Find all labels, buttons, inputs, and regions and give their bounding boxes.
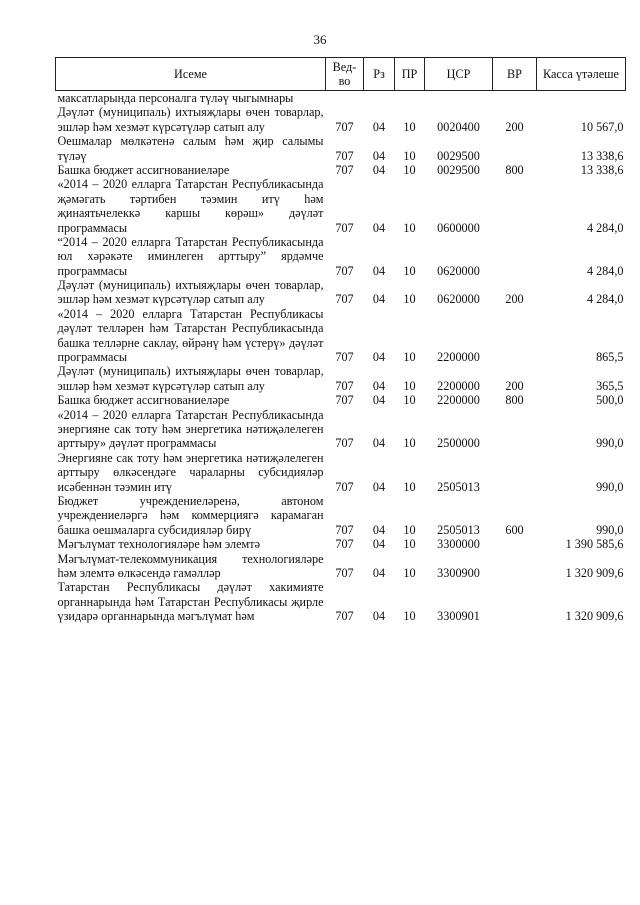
cell-ved: 707: [335, 436, 354, 451]
cell-name: Энергияне сак тоту һәм энергетика нәтиҗәлелеген арттыру өлкәсендәге чараларны субсидияләр исәбеннән тәэмин итү: [57, 450, 324, 494]
cell-vr: 800: [505, 393, 524, 408]
cell-vr: 600: [505, 522, 524, 537]
cell-rz: 04: [372, 119, 386, 134]
cell-kassa: 4 284,0: [586, 220, 624, 235]
cell-csr: 2505013: [437, 479, 480, 494]
cell-rz: 04: [372, 378, 386, 393]
cell-csr: 0620000: [437, 263, 480, 278]
cell-vr: [493, 451, 537, 494]
table-row: [56, 552, 626, 581]
cell-kassa: 10 567,0: [580, 119, 624, 134]
cell-ved: 707: [335, 263, 354, 278]
cell-csr: 2500000: [437, 436, 480, 451]
table-row: [56, 235, 626, 278]
cell-rz: 04: [372, 263, 386, 278]
cell-vr: 200: [505, 292, 524, 307]
cell-vr: 200: [505, 119, 524, 134]
cell-csr: 2200000: [437, 393, 480, 408]
cell-vr: [493, 177, 537, 235]
header-kassa: Касса үтәлеше: [537, 58, 626, 91]
header-pr: ПР: [395, 58, 425, 91]
cell-csr: 2200000: [437, 350, 480, 365]
cell-csr: 2505013: [437, 522, 480, 537]
cell-csr: 0600000: [437, 220, 480, 235]
header-rz: Рз: [364, 58, 395, 91]
budget-table: [55, 57, 626, 623]
table-row: [56, 408, 626, 451]
cell-kassa: 4 284,0: [586, 292, 624, 307]
cell-csr: 3300900: [437, 565, 480, 580]
cell-name: «2014 – 2020 елларга Татарстан Республикасында энергияне сак тоту һәм энергетика нәтиҗәлелеген арттыру» дәүләт программасы: [57, 407, 324, 451]
cell-rz: 04: [372, 220, 386, 235]
cell-name: Дәүләт (муниципаль) ихтыяҗлары өчен товарлар, эшләр һәм хезмәт күрсәтүләр сатып алу: [57, 105, 324, 134]
cell-ved: 707: [335, 609, 354, 624]
cell-csr: 2200000: [437, 378, 480, 393]
cell-csr: 0620000: [437, 292, 480, 307]
cell-kassa: 990,0: [596, 479, 624, 494]
header-ved: Вед-во: [326, 58, 364, 91]
cell-pr: 10: [403, 220, 416, 235]
table-row: [56, 105, 626, 134]
cell-name: Мәгълүмат-телекоммуникация технологияләре һәм элемтә өлкәсендә гамәлләр: [57, 551, 324, 580]
cell-pr: 10: [403, 393, 416, 408]
table-body: [56, 91, 626, 624]
cell-csr: 0029500: [437, 148, 480, 163]
cell-rz: 04: [372, 565, 386, 580]
cell-pr: 10: [403, 479, 416, 494]
cell-pr: 10: [403, 537, 416, 552]
cell-name: «2014 – 2020 елларга Татарстан Республикасы дәүләт телләрен һәм Татарстан Республикасында башка телләрне саклау, өйрәнү һәм үстерү» дәүләт программасы: [57, 306, 324, 365]
cell-ved: 707: [335, 292, 354, 307]
table-row: [56, 177, 626, 235]
cell-pr: 10: [403, 436, 416, 451]
table-row: [56, 393, 626, 407]
cell-vr: 800: [505, 162, 524, 177]
cell-name: Дәүләт (муниципаль) ихтыяҗлары өчен товарлар, эшләр һәм хезмәт күрсәтүләр сатып алу: [57, 364, 324, 393]
cell-pr: 10: [403, 522, 416, 537]
cell-ved: [326, 91, 364, 106]
cell-name: «2014 – 2020 елларга Татарстан Республикасында җәмәгать тәртибен тәэмин итү һәм җинаятьчелеккә каршы көрәш» дәүләт программасы: [57, 177, 324, 235]
cell-vr: [493, 91, 537, 106]
cell-rz: 04: [372, 393, 386, 408]
cell-pr: 10: [403, 565, 416, 580]
cell-pr: 10: [403, 263, 416, 278]
table-row: [56, 364, 626, 393]
cell-ved: 707: [335, 220, 354, 235]
cell-pr: 10: [403, 378, 416, 393]
cell-rz: 04: [372, 292, 386, 307]
cell-pr: 10: [403, 148, 416, 163]
cell-name: Татарстан Республикасы дәүләт хакимияте органнарында һәм Татарстан Республикасы җирле үзидарә органнарында мәгълүмат һәм: [57, 580, 324, 624]
cell-csr: 0020400: [437, 119, 480, 134]
cell-ved: 707: [335, 565, 354, 580]
cell-kassa: 1 320 909,6: [565, 609, 624, 624]
table-row: [56, 134, 626, 163]
cell-pr: [395, 91, 425, 106]
cell-csr: 3300000: [437, 537, 480, 552]
cell-kassa: 990,0: [596, 522, 624, 537]
cell-kassa: 13 338,6: [580, 162, 624, 177]
cell-pr: 10: [403, 292, 416, 307]
cell-rz: 04: [372, 479, 386, 494]
cell-name: “2014 – 2020 елларга Татарстан Республикасында юл хәрәкәте иминлеген арттыру” ярдәмче программасы: [57, 234, 324, 278]
table-row: [56, 494, 626, 537]
cell-ved: 707: [335, 148, 354, 163]
cell-kassa: 1 390 585,6: [565, 537, 624, 552]
cell-csr: [425, 91, 493, 106]
cell-name: Дәүләт (муниципаль) ихтыяҗлары өчен товарлар, эшләр һәм хезмәт күрсәтүләр сатып алу: [57, 278, 324, 307]
cell-rz: 04: [372, 436, 386, 451]
page-number: 36: [313, 32, 327, 47]
table-row: [56, 91, 626, 106]
cell-rz: 04: [372, 609, 386, 624]
cell-vr: [493, 307, 537, 365]
header-name: Исеме: [56, 58, 326, 91]
table-row: [56, 451, 626, 494]
table-row: [56, 278, 626, 307]
cell-vr: [493, 134, 537, 163]
table-row: [56, 580, 626, 623]
cell-kassa: 865,5: [596, 350, 624, 365]
table-row: [56, 163, 626, 177]
cell-name: Башка бюджет ассигнованиеләре: [57, 393, 230, 408]
table-row: [56, 307, 626, 365]
cell-rz: 04: [372, 162, 386, 177]
cell-ved: 707: [335, 378, 354, 393]
cell-ved: 707: [335, 162, 354, 177]
cell-vr: [493, 408, 537, 451]
cell-ved: 707: [335, 393, 354, 408]
cell-csr: 3300901: [437, 609, 480, 624]
cell-pr: 10: [403, 119, 416, 134]
cell-pr: 10: [403, 609, 416, 624]
header-csr: ЦСР: [425, 58, 493, 91]
cell-ved: 707: [335, 479, 354, 494]
cell-name: Башка бюджет ассигнованиеләре: [57, 162, 230, 177]
cell-kassa: 365,5: [596, 378, 624, 393]
cell-name: Бюджет учреждениеләренә, автоном учреждениеләргә һәм коммерциягә карамаган башка оешмаларга субсидияләр бирү: [57, 493, 324, 537]
cell-pr: 10: [403, 162, 416, 177]
cell-name: Мәгълүмат технологияләре һәм элемтә: [57, 537, 260, 552]
header-vr: ВР: [493, 58, 537, 91]
cell-ved: 707: [335, 119, 354, 134]
cell-ved: 707: [335, 537, 354, 552]
cell-name: максатларында персоналга түләү чыгымнары: [57, 91, 294, 105]
table-header-row: [56, 58, 626, 91]
cell-ved: 707: [335, 350, 354, 365]
cell-vr: 200: [505, 378, 524, 393]
cell-kassa: [537, 91, 626, 106]
cell-csr: 0029500: [437, 162, 480, 177]
cell-pr: 10: [403, 350, 416, 365]
cell-vr: [493, 537, 537, 551]
cell-vr: [493, 552, 537, 581]
cell-name: Оешмалар мөлкәтенә салым һәм җир салымы түләү: [57, 134, 324, 163]
cell-kassa: 990,0: [596, 436, 624, 451]
cell-vr: [493, 580, 537, 623]
cell-rz: 04: [372, 350, 386, 365]
cell-kassa: 500,0: [596, 393, 624, 408]
table-row: [56, 537, 626, 551]
cell-rz: 04: [372, 537, 386, 552]
cell-kassa: 13 338,6: [580, 148, 624, 163]
cell-ved: 707: [335, 522, 354, 537]
cell-vr: [493, 235, 537, 278]
cell-rz: [364, 91, 395, 106]
cell-rz: 04: [372, 148, 386, 163]
cell-rz: 04: [372, 522, 386, 537]
cell-kassa: 4 284,0: [586, 263, 624, 278]
cell-kassa: 1 320 909,6: [565, 565, 624, 580]
